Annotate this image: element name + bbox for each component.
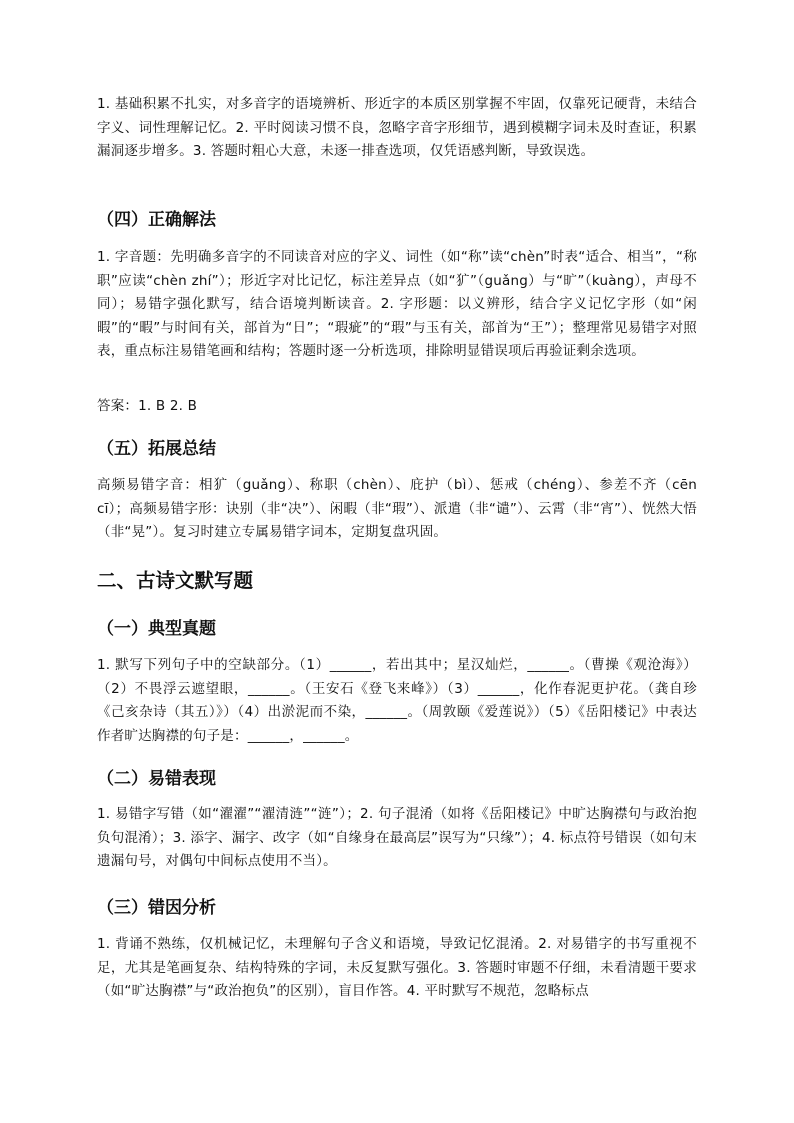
heading-text: （一）典型真题 (97, 619, 216, 639)
paragraph-text: 1. 默写下列句子中的空缺部分。（1）______，若出其中；星汉灿烂，______。（曹操《观沧海》）（2）不畏浮云遮望眼，______。（王安石《登飞来峰》）（3）______，化作春泥更护花。（龚自珍《己亥杂诗（其五）》）（4）出淤泥而不染，______。（周敦颐《爱莲说》）（5）《岳阳楼记》中表达作者旷达胸襟的句子是：______，______。 (97, 657, 697, 744)
paragraph-text: 1. 背诵不熟练，仅机械记忆，未理解句子含义和语境，导致记忆混淆。2. 对易错字的书写重视不足，尤其是笔画复杂、结构特殊的字词，未反复默写强化。3. 答题时审题不仔细，未看清题干要求（如“旷达胸襟”与“政治抱负”的区别），盲目作答。4. 平时默写不规范，忽略标点 (97, 936, 697, 999)
heading-text: （五）拓展总结 (97, 439, 216, 459)
paragraph-common-errors (97, 803, 697, 874)
section-heading-typical-question (97, 617, 697, 641)
section-heading-error-analysis (97, 896, 697, 920)
section-heading-extended-summary (97, 437, 697, 461)
heading-text: 二、古诗文默写题 (97, 569, 254, 592)
section-heading-correct-method (97, 208, 697, 232)
paragraph-error-causes-continued (97, 93, 697, 164)
paragraph-text: 1. 字音题：先明确多音字的不同读音对应的字义、词性（如“称”读“chèn”时表“适合、相当”，“称职”应读“chèn zhí”）；形近字对比记忆，标注差异点（如“犷”（guǎng）与“旷”（kuàng），声母不同）；易错字强化默写，结合语境判断读音。2. 字形题：以义辨形，结合字义记忆字形（如“闲暇”的“暇”与时间有关，部首为“日”；“瑕疵”的“瑕”与玉有关，部首为“王”）；整理常见易错字对照表，重点标注易错笔画和结构；答题时逐一分析选项，排除明显错误项后再验证剩余选项。 (97, 249, 697, 359)
paragraph-text: 高频易错字音：相犷（guǎng）、称职（chèn）、庇护（bì）、惩戒（chéng）、参差不齐（cēn cī）；高频易错字形：诀别（非“决”）、闲暇（非“瑕”）、派遣（非“谴”）、云霄（非“宵”）、恍然大悟（非“晃”）。复习时建立专属易错字词本，定期复盘巩固。 (97, 477, 697, 540)
section-heading-common-errors (97, 767, 697, 791)
answer-line (97, 395, 697, 419)
paragraph-text: 1. 易错字写错（如“濯濯”“濯清涟”“涟”）；2. 句子混淆（如将《岳阳楼记》中旷达胸襟句与政治抱负句混淆）；3. 添字、漏字、改字（如“自缘身在最高层”误写为“只缘”）；4. 标点符号错误（如句末遗漏句号，对偶句中间标点使用不当）。 (97, 806, 697, 869)
chapter-heading-poetry-dictation (97, 567, 697, 595)
paragraph-text: 1. 基础积累不扎实，对多音字的语境辨析、形近字的本质区别掌握不牢固，仅靠死记硬背，未结合字义、词性理解记忆。2. 平时阅读习惯不良，忽略字音字形细节，遇到模糊字词未及时查证，积累漏洞逐步增多。3. 答题时粗心大意，未逐一排查选项，仅凭语感判断，导致误选。 (97, 96, 697, 159)
heading-text: （四）正确解法 (97, 210, 216, 230)
heading-text: （三）错因分析 (97, 898, 216, 918)
paragraph-typical-question (97, 654, 697, 748)
paragraph-extended-summary (97, 474, 697, 545)
heading-text: （二）易错表现 (97, 769, 216, 789)
paragraph-correct-method (97, 246, 697, 364)
paragraph-error-analysis (97, 933, 697, 1004)
answer-text: 答案：1. B 2. B (97, 398, 198, 414)
